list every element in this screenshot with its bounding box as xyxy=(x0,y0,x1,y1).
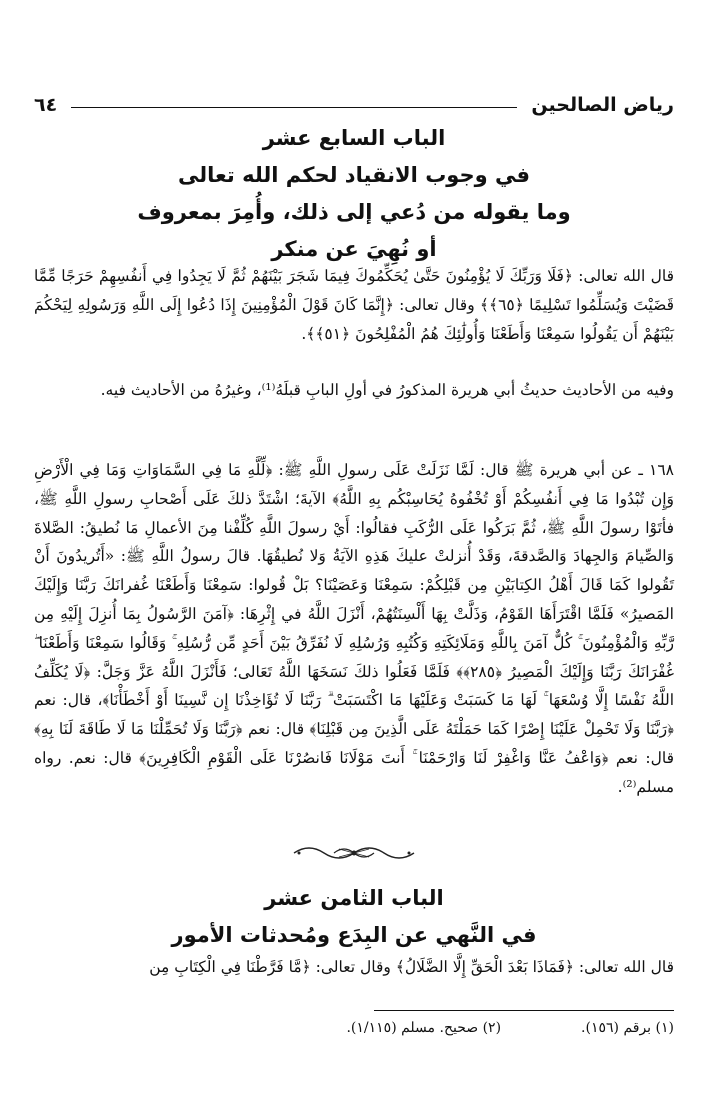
book-title: رياض الصالحين xyxy=(531,94,674,116)
intro-verses: قال الله تعالى: ﴿فَلَا وَرَبِّكَ لَا يُؤْمِنُونَ حَتَّىٰ يُحَكِّمُوكَ فِيمَا شَجَرَ بَيْنَهُمْ ثُمَّ لَا يَجِدُوا فِي أَنفُسِهِمْ حَرَجًا مِّمَّا قَضَيْتَ وَيُسَلِّمُوا تَسْلِيمًا ﴿٦٥﴾﴾ وقال تعالى: ﴿إِنَّمَا كَانَ قَوْلَ الْمُؤْمِنِينَ إِذَا دُعُوا إِلَى اللَّهِ وَرَسُولِهِ لِيَحْكُمَ بَيْنَهُمْ أَن يَقُولُوا سَمِعْنَا وَأَطَعْنَا وَأُولَٰئِكَ هُمُ الْمُفْلِحُونَ ﴿٥١﴾﴾. xyxy=(34,267,674,343)
page-number: ٦٤ xyxy=(34,94,58,116)
footnote-2: (٢) صحيح. مسلم (١/١١٥). xyxy=(346,1020,502,1036)
chapter-18-title: الباب الثامن عشر xyxy=(264,886,444,910)
hadith-168: ١٦٨ ـ عن أبي هريرة ﷺ قال: لَمَّا نَزَلَتْ عَلَى رسولِ اللَّهِ ﷺ: ﴿لِّلَّهِ مَا فِي السَّمَاوَاتِ وَمَا فِي الْأَرْضِ وَإِن تُبْدُوا مَا فِي أَنفُسِكُمْ أَوْ تُخْفُوهُ يُحَاسِبْكُم بِهِ اللَّهُ﴾ الآيةَ؛ اشْتَدَّ ذلكَ عَلَى أَصْحابِ رسولِ اللَّهِ ﷺ، فأتَوْا رسولَ اللَّهِ ﷺ، ثُمَّ بَرَكُوا عَلَى الرُّكَبِ فقالُوا: أَيْ رسولَ اللَّهِ كُلِّفْنا مِنَ الأعمالِ مَا نُطيقُ: الصَّلاةَ وَالصِّيامَ وَالجِهادَ وَالصَّدقةَ، وَقَدْ أُنزلتْ عليكَ هَذِهِ الآيَةُ وَلا نُطيقُهَا. قالَ رسولُ اللَّهِ ﷺ: «أَتُريدُونَ أَنْ تَقُولوا كَمَا قَالَ أَهْلُ الكِتابَيْنِ مِن قَبْلِكُمْ: سَمِعْنَا وَعَصَيْنَا؟ بَلْ قُولوا: سَمِعْنَا وَأَطَعْنَا غُفرانَكَ رَبَّنَا وَإِلَيْكَ المَصيرُ» فَلَمَّا اقْتَرَأَهَا القَوْمُ، وَذَلَّتْ بِهَا أَلْسِنَتُهُمْ، أَنْزَلَ اللَّهُ في إِثْرِهَا: ﴿آمَنَ الرَّسُولُ بِمَا أُنزِلَ إِلَيْهِ مِن رَّبِّهِ وَالْمُؤْمِنُونَ ۚ كُلٌّ آمَنَ بِاللَّهِ وَمَلَائِكَتِهِ وَكُتُبِهِ وَرُسُلِهِ لَا نُفَرِّقُ بَيْنَ أَحَدٍ مِّن رُّسُلِهِ ۚ وَقَالُوا سَمِعْنَا وَأَطَعْنَا ۖ غُفْرَانَكَ رَبَّنَا وَإِلَيْكَ الْمَصِيرُ ﴿٢٨٥﴾﴾ فَلَمَّا فَعَلُوا ذلكَ نَسَخَهَا اللَّهُ تَعَالى؛ فَأَنْزَلَ اللَّهُ عَزَّ وَجَلَّ: ﴿لَا يُكَلِّفُ اللَّهُ نَفْسًا إِلَّا وُسْعَهَا ۚ لَهَا مَا كَسَبَتْ وَعَلَيْهَا مَا اكْتَسَبَتْ ۗ رَبَّنَا لَا تُؤَاخِذْنَا إِن نَّسِينَا أَوْ أَخْطَأْنَا﴾، قال: نعم ﴿رَبَّنَا وَلَا تَحْمِلْ عَلَيْنَا إِصْرًا كَمَا حَمَلْتَهُ عَلَى الَّذِينَ مِن قَبْلِنَا﴾ قال: نعم ﴿رَبَّنَا وَلَا تُحَمِّلْنَا مَا لَا طَاقَةَ لَنَا بِهِ﴾ قال: نعم ﴿وَاعْفُ عَنَّا وَاغْفِرْ لَنَا وَارْحَمْنَا ۚ أَنتَ مَوْلَانَا فَانصُرْنَا عَلَى الْقَوْمِ الْكَافِرِينَ﴾ قال: نعم. رواه مسلم⁽²⁾. xyxy=(34,461,675,796)
intro-note: وفيه من الأحاديث حديثُ أبي هريرة المذكورُ في أولِ البابِ قبلَهُ⁽¹⁾، وغيرُهُ من الأحاديث فيه. xyxy=(100,381,674,399)
chapter-17-subtitle-3: أو نُهِيَ عن منكر xyxy=(271,237,437,261)
ornamental-divider xyxy=(34,840,674,866)
footnotes xyxy=(34,1020,674,1036)
running-header xyxy=(34,86,674,116)
footnote-rule xyxy=(374,1010,674,1011)
chapter-17-subtitle-1: في وجوب الانقياد لحكم الله تعالى xyxy=(178,163,530,187)
footnote-1: (١) برقم (١٥٦). xyxy=(581,1020,674,1036)
header-rule xyxy=(71,107,517,108)
chapter-18-heading xyxy=(34,880,674,954)
chapter-17-subtitle-2: وما يقوله من دُعي إلى ذلك، وأُمِرَ بمعروف xyxy=(137,200,571,224)
chapter-18-subtitle: في النَّهي عن البِدَع ومُحدثات الأمور xyxy=(171,923,537,947)
book-page xyxy=(34,0,674,1106)
chapter-17-heading xyxy=(34,120,674,268)
chapter-18-verses: قال الله تعالى: ﴿فَمَاذَا بَعْدَ الْحَقِّ إِلَّا الضَّلَالُ﴾ وقال تعالى: ﴿مَّا فَرَّطْنَا فِي الْكِتَابِ مِن xyxy=(149,958,674,976)
chapter-17-title: الباب السابع عشر xyxy=(262,126,446,150)
ornament-icon xyxy=(289,841,419,865)
